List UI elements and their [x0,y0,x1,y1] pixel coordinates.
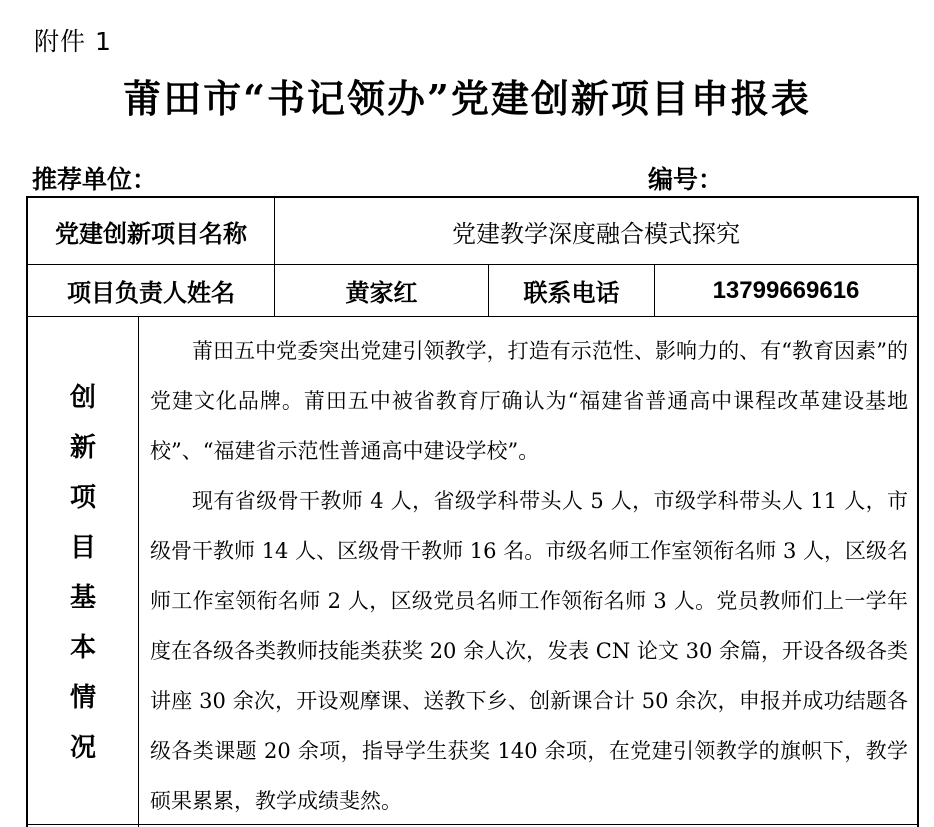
basic-info-char: 创 [69,383,96,413]
basic-info-label [28,318,138,773]
basic-info-char: 项 [69,483,96,513]
table-border-right [917,196,919,827]
basic-info-char: 目 [69,533,96,563]
phone-label: 联系电话 [523,279,620,307]
leader-name-value: 黄家红 [345,279,418,307]
phone-value: 13799669616 [712,276,860,304]
project-name-label: 党建创新项目名称 [55,219,247,248]
form-title: 莆田市“书记领办”党建创新项目申报表 [123,76,811,121]
project-name-value: 党建教学深度融合模式探究 [452,219,740,248]
recommend-unit-label: 推荐单位： [32,165,158,194]
paragraph: 莆田五中党委突出党建引领教学，打造有示范性、影响力的、有“教育因素”的党建文化品牌。莆田五中被省教育厅确认为“福建省普通高中课程改革建设基地校”、“福建省示范性普通高中建设学校”。 [150,339,908,463]
table-rule-2 [26,316,918,317]
attachment-label: 附件 1 [34,27,112,56]
number-label: 编号： [648,165,724,194]
basic-info-char: 况 [69,733,96,763]
basic-info-char: 情 [69,683,96,713]
paragraph: 现有省级骨干教师 4 人，省级学科带头人 5 人，市级学科带头人 11 人，市级骨干教师 14 人、区级骨干教师 16 名。市级名师工作室领衔名师 3 人，区级名师工作室领衔名师 2 人，区级党员名师工作领衔名师 3 人。党员教师们上一学年度在各级各类教师技能类获奖 20 余人次，发表 CN 论文 30 余篇，开设各级各类讲座 30 余次，开设观摩课、送教下乡、创新课合计 50 余次，申报并成功结题各级各类课题 20 余项，指导学生获奖 140 余项，在党建引领教学的旗帜下，教学硕果累累，教学成绩斐然。 [150,489,908,813]
basic-info-char: 基 [69,583,96,613]
basic-info-content [150,326,908,826]
basic-info-char: 本 [69,633,96,663]
leader-name-label: 项目负责人姓名 [67,279,235,307]
table-divider-info [138,316,139,827]
basic-info-char: 新 [69,433,96,463]
